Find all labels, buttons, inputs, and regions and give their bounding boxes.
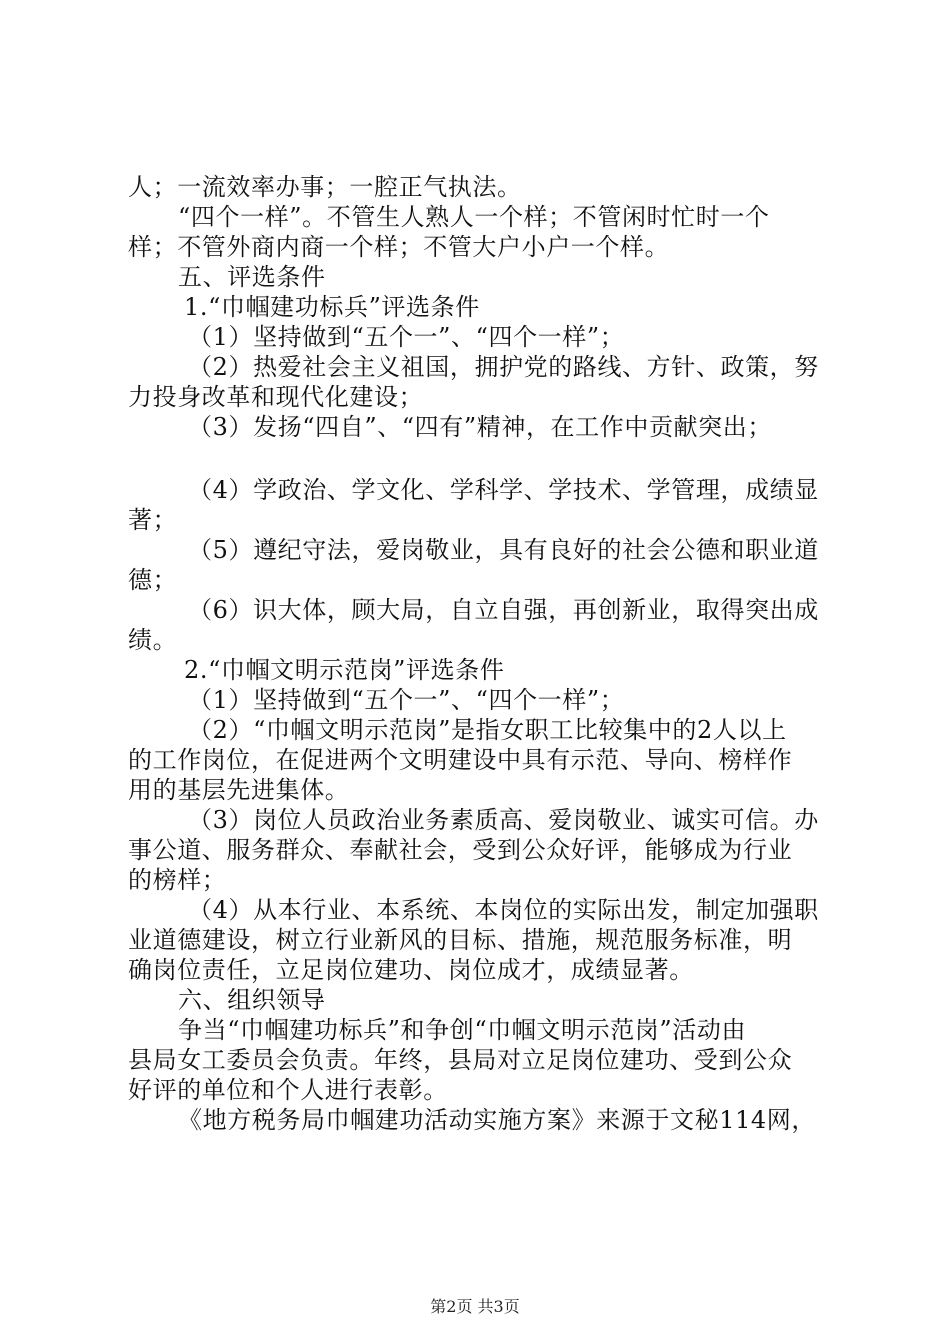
text-line: 的榜样； [128, 866, 227, 894]
text-line: （3）发扬“四自”、“四有”精神，在工作中贡献突出； [188, 413, 772, 441]
text-line: （2）“巾帼文明示范岗”是指女职工比较集中的2人以上 [188, 716, 787, 744]
subsection-heading: 2.“巾帼文明示范岗”评选条件 [184, 656, 505, 684]
text-line: 事公道、服务群众、奉献社会，受到公众好评，能够成为行业 [128, 836, 793, 864]
blank-gap [128, 442, 833, 475]
text-line: （1）坚持做到“五个一”、“四个一样”； [188, 686, 625, 714]
document-body [128, 172, 833, 1135]
subsection-heading: 1.“巾帼建功标兵”评选条件 [184, 293, 480, 321]
section-heading: 五、评选条件 [178, 263, 326, 291]
text-line: （4）学政治、学文化、学科学、学技术、学管理，成绩显 [188, 476, 819, 504]
page-footer: 第2页 共3页 [430, 1297, 520, 1316]
text-line: 著； [128, 506, 178, 534]
text-line: 德； [128, 566, 178, 594]
text-line: （4）从本行业、本系统、本岗位的实际出发，制定加强职 [188, 896, 819, 924]
text-line: （2）热爱社会主义祖国，拥护党的路线、方针、政策，努 [188, 353, 819, 381]
text-line: （6）识大体，顾大局，自立自强，再创新业，取得突出成 [188, 596, 819, 624]
text-line: 县局女工委员会负责。年终，县局对立足岗位建功、受到公众 [128, 1046, 793, 1074]
text-line: 争当“巾帼建功标兵”和争创“巾帼文明示范岗”活动由 [178, 1016, 747, 1044]
text-line: 业道德建设，树立行业新风的目标、措施，规范服务标准，明 [128, 926, 793, 954]
section-heading: 六、组织领导 [178, 986, 326, 1014]
text-line: 绩。 [128, 626, 178, 654]
text-line: 好评的单位和个人进行表彰。 [128, 1076, 448, 1104]
text-line: （5）遵纪守法，爱岗敬业，具有良好的社会公德和职业道 [188, 536, 819, 564]
text-line: “四个一样”。不管生人熟人一个样；不管闲时忙时一个 [178, 203, 770, 231]
text-line: 确岗位责任，立足岗位建功、岗位成才，成绩显著。 [128, 956, 694, 984]
text-line: 力投身改革和现代化建设； [128, 383, 424, 411]
text-line: 的工作岗位，在促进两个文明建设中具有示范、导向、榜样作 [128, 746, 793, 774]
text-line: （3）岗位人员政治业务素质高、爱岗敬业、诚实可信。办 [188, 806, 819, 834]
text-line: （1）坚持做到“五个一”、“四个一样”； [188, 323, 625, 351]
text-line: 样；不管外商内商一个样；不管大户小户一个样。 [128, 233, 670, 261]
text-line: 人；一流效率办事；一腔正气执法。 [128, 173, 522, 201]
text-line: 《地方税务局巾帼建功活动实施方案》来源于文秘114网， [178, 1106, 817, 1134]
text-line: 用的基层先进集体。 [128, 776, 350, 804]
